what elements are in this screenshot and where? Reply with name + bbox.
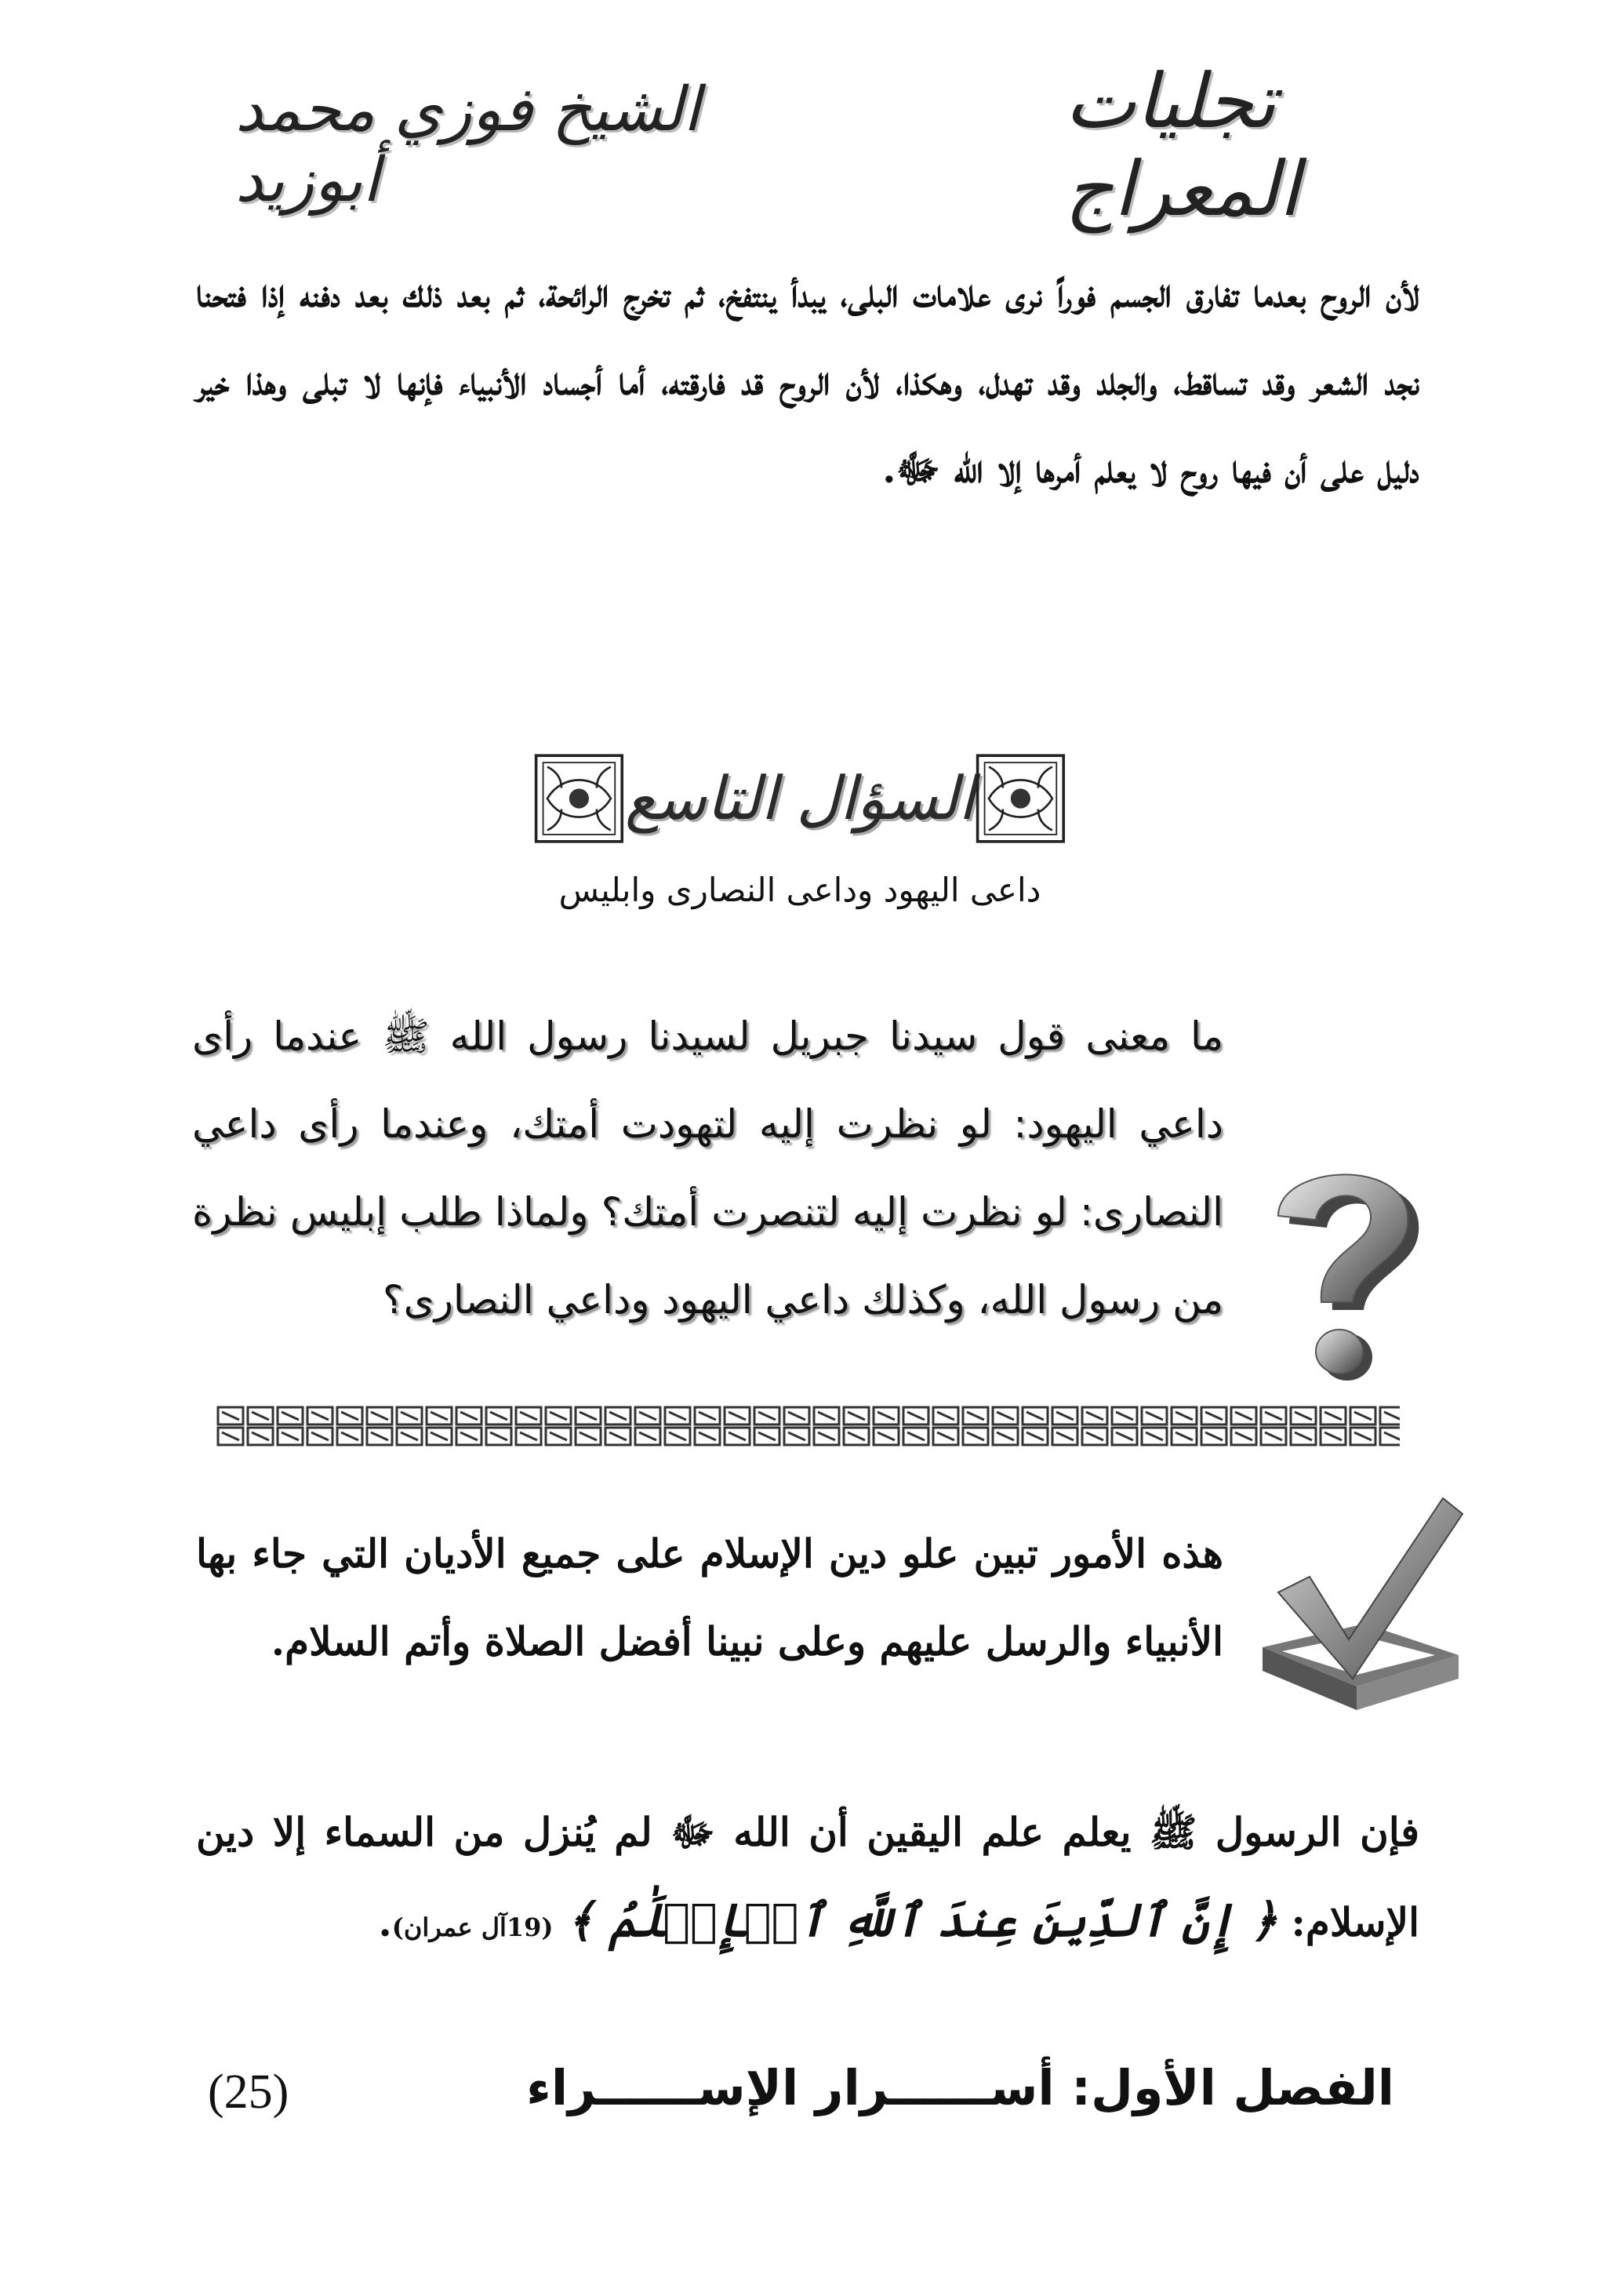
page-number: (25) — [208, 2065, 289, 2119]
body-paragraph: لأن الروح بعدما تفارق الجسم فوراً نرى علامات البلى، يبدأ ينتفخ، ثم تخرج الرائحة، ثم بعد ذلك بعد دفنه إذا فتحنا نجد الشعر وقد تساقط، والجلد وقد تهدل، وهكذا، لأن الروح قد فارقته، أما أجساد الأنبياء فإنها لا تبلى وهذا خير دليل على أن فيها روح لا يعلم أمرها إلا الله ﷻ. — [196, 270, 1419, 492]
right-ornament-icon — [975, 748, 1066, 850]
footer-chapter — [526, 2059, 1394, 2116]
quran-verse: ﴿ إِنَّ ٱلدِّينَ عِندَ ٱللَّهِ ٱلۡإِسۡلَٰمُ ﴾ — [566, 1894, 1278, 1947]
left-ornament-icon — [533, 748, 625, 850]
closing-paragraph — [196, 1788, 1419, 1971]
checkmark-icon — [1247, 1490, 1466, 1734]
chapter-label: الفصل الأول — [1091, 2059, 1394, 2116]
closing-text: فإن الرسول ﷺ يعلم علم اليقين أن الله ﷻ لم يُنزل من السماء إلا دين الإسلام: — [196, 1809, 1419, 1945]
book-title: تجليات المعراج — [1065, 57, 1300, 233]
section-heading — [533, 745, 1066, 851]
verse-reference: (19آل عمران) — [391, 1912, 554, 1942]
author-name: الشيخ فوزي محمد أبوزيد — [235, 75, 700, 216]
question-mark-icon — [1247, 1141, 1435, 1392]
chapter-separator: : — [1071, 2059, 1092, 2116]
closing-end: . — [378, 1899, 392, 1945]
section-title: السؤال التاسع — [624, 763, 976, 833]
chapter-title: أســــــرار الإســــــراء — [526, 2059, 1055, 2116]
question-text: ما معنى قول سيدنا جبريل لسيدنا رسول الله ﷺ عندما رأى داعي اليهود: لو نظرت إليه لتهودت أمتك، وعندما رأى داعي النصارى: لو نظرت إليه لتنصرت أمتك؟ ولماذا طلب إبليس نظرة من رسول الله، وكذلك داعي اليهود وداعي النصارى؟ — [192, 1013, 1223, 1323]
answer-text: هذه الأمور تبين علو دين الإسلام على جميع الأديان التي جاء بها الأنبياء والرسل عليهم وعلى نبينا أفضل الصلاة وأتم السلام. — [196, 1530, 1223, 1665]
section-subtitle: داعى اليهود وداعى النصارى وابليس — [558, 871, 1041, 909]
ornamental-divider — [216, 1404, 1400, 1448]
